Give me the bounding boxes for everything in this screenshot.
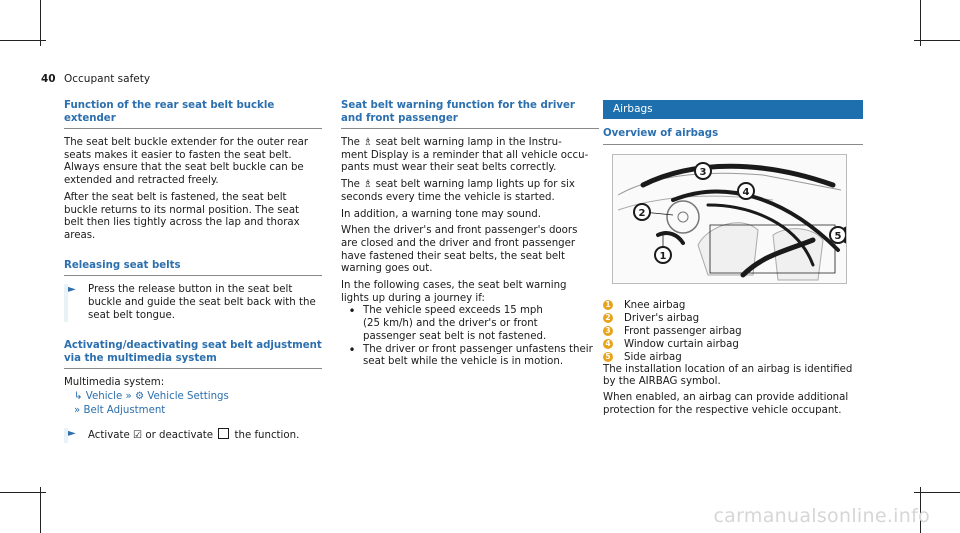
list-text: (25 km/h) and the driver's or front — [363, 318, 538, 330]
para-line: extended and retracted freely. — [64, 175, 219, 187]
legend-item — [603, 299, 863, 312]
menu-item-vehicle-settings: Vehicle Settings — [147, 390, 229, 402]
heading-activating — [64, 340, 322, 365]
number-badge: 4 — [603, 339, 613, 349]
list-item — [341, 344, 599, 369]
airbag-legend — [603, 299, 863, 364]
para-line: ment Display is a reminder that all vehicle occu- — [341, 149, 589, 161]
para-line: The ♗ seat belt warning lamp in the Instru- — [341, 137, 562, 148]
list-text: seat belt while the vehicle is in motion. — [363, 356, 564, 368]
menu-intro: Multimedia system: — [64, 377, 165, 389]
list-item — [341, 305, 599, 343]
para-line: The ♗ seat belt warning lamp lights up for six — [341, 179, 575, 191]
step-text: Press the release button in the seat belt — [88, 284, 293, 296]
heading-text: Activating/deactivating seat belt adjustment via the multimedia system — [64, 340, 322, 364]
para-line: protection for the respective vehicle occupant. — [603, 404, 842, 416]
heading-releasing: Releasing seat belts — [64, 259, 181, 271]
legend-label: Side airbag — [624, 351, 682, 363]
step-text: buckle and guide the seat belt back with the — [88, 296, 316, 308]
svg-text:2: 2 — [638, 207, 646, 219]
seat-belt-icon: ♗ — [363, 137, 373, 148]
step-text: Activate — [88, 429, 130, 441]
para-line: The seat belt buckle extender for the outer rear — [64, 137, 309, 148]
column-left — [64, 100, 322, 443]
step-text: or deactivate — [145, 429, 213, 441]
svg-text:3: 3 — [699, 166, 707, 178]
crop-mark — [40, 487, 41, 533]
menu-path — [64, 390, 322, 404]
watermark: carmanualsonline.info — [713, 505, 930, 527]
instruction-step — [64, 284, 322, 322]
para-line: pants must wear their seat belts correctly. — [341, 162, 557, 174]
para-line: In the following cases, the seat belt warning — [341, 280, 567, 292]
checkbox-empty-icon — [218, 428, 229, 439]
para-line: areas. — [64, 229, 96, 241]
airbag-illustration — [612, 154, 847, 284]
step-text: seat belt tongue. — [88, 309, 175, 321]
para-line: seats makes it easier to fasten the seat belt. — [64, 149, 292, 161]
para-line: warning goes out. — [341, 263, 433, 275]
crop-mark — [0, 40, 46, 41]
page-number: 40 — [41, 73, 56, 85]
bullet-dot-icon: • — [348, 304, 356, 319]
para-line: In addition, a warning tone may sound. — [341, 208, 541, 220]
para-line: seconds every time the vehicle is started. — [341, 191, 555, 203]
bullet-dot-icon: • — [348, 342, 356, 357]
menu-item-vehicle: Vehicle — [85, 390, 123, 402]
checkbox-checked-icon: ☑ — [133, 429, 143, 441]
double-chevron-icon: » — [125, 390, 132, 402]
section-bar: Airbags — [603, 100, 863, 119]
seat-belt-icon: ♗ — [363, 179, 373, 191]
para-line: When enabled, an airbag can provide additional — [603, 391, 849, 403]
number-badge: 2 — [603, 313, 613, 323]
legend-label: Window curtain airbag — [624, 338, 739, 350]
crop-mark — [0, 492, 46, 493]
para-line: by the AIRBAG symbol. — [603, 376, 721, 388]
number-badge: 5 — [603, 352, 613, 362]
heading-seat-belt-warning: Seat belt warning function for the driver and front passenger — [341, 100, 575, 124]
menu-path — [64, 404, 322, 418]
legend-item — [603, 351, 863, 364]
para-line: lights up during a journey if: — [341, 292, 485, 304]
para-line: Always ensure that the seat belt buckle can be — [64, 162, 304, 174]
legend-label: Driver's airbag — [624, 312, 700, 324]
step-text: the function. — [234, 429, 300, 441]
legend-item — [603, 325, 863, 338]
instruction-step — [64, 428, 322, 443]
para-line: buckle returns to its normal position. The seat — [64, 204, 300, 216]
car-settings-icon: ⚙ — [134, 390, 145, 402]
double-chevron-icon: » — [74, 404, 81, 416]
list-text: The driver or front passenger unfastens their — [363, 343, 593, 355]
heading-buckle-extender: Function of the rear seat belt buckle extender — [64, 100, 275, 124]
number-badge: 3 — [603, 326, 613, 336]
step-arrow-icon: ► — [68, 427, 76, 439]
list-text: passenger seat belt is not fastened. — [363, 330, 547, 342]
list-text: The vehicle speed exceeds 15 mph — [363, 305, 543, 317]
number-badge: 1 — [603, 300, 613, 310]
running-header: Occupant safety — [64, 73, 151, 85]
legend-item — [603, 312, 863, 325]
heading-overview-airbags: Overview of airbags — [603, 128, 719, 139]
menu-item-belt-adjustment: Belt Adjustment — [83, 404, 166, 416]
para-line: After the seat belt is fastened, the seat belt — [64, 191, 287, 203]
menu-arrow-icon: ↳ — [74, 390, 83, 402]
para-line: have fastened their seat belts, the seat belt — [341, 250, 566, 262]
legend-label: Front passenger airbag — [624, 325, 742, 337]
svg-text:1: 1 — [659, 250, 667, 262]
car-interior-drawing — [613, 155, 846, 283]
legend-item — [603, 338, 863, 351]
para-line: belt then lies tightly across the lap and thorax — [64, 217, 300, 229]
para-line: The installation location of an airbag is identified — [603, 363, 853, 375]
crop-mark — [914, 492, 960, 493]
column-right — [603, 100, 863, 417]
crop-mark — [914, 40, 960, 41]
para-line: When the driver's and front passenger's doors — [341, 225, 578, 237]
svg-text:5: 5 — [834, 230, 842, 242]
legend-label: Knee airbag — [624, 299, 686, 311]
para-line: are closed and the driver and front passenger — [341, 237, 576, 249]
svg-text:4: 4 — [742, 186, 750, 198]
step-arrow-icon: ► — [68, 284, 76, 296]
column-middle — [341, 100, 599, 369]
